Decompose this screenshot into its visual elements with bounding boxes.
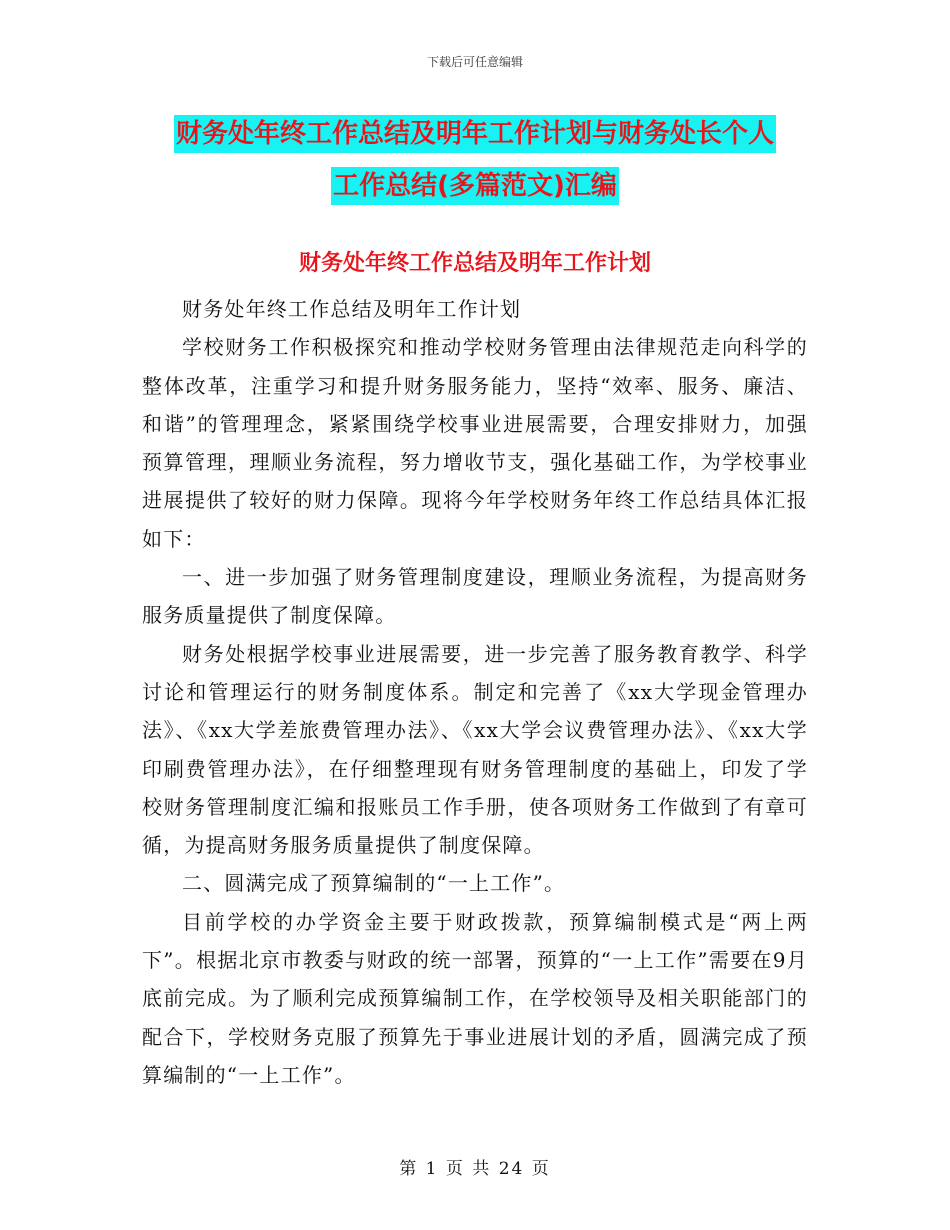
document-body <box>142 290 808 1094</box>
document-title <box>150 108 800 212</box>
paragraph-heading-2: 二、圆满完成了预算编制的“一上工作”。 <box>182 871 566 896</box>
paragraph-heading-1: 一、进一步加强了财务管理制度建设，理顺业务流程，为提高财务服务质量提供了制度保障。 <box>142 565 808 628</box>
paragraph-body-2: 目前学校的办学资金主要于财政拨款，预算编制模式是“两上两下”。根据北京市教委与财政的统一部署，预算的“一上工作”需要在9月底前完成。为了顺利完成预算编制工作，在学校领导及相关职能部门的配合下，学校财务克服了预算先于事业进展计划的矛盾，圆满完成了预算编制的“一上工作”。 <box>142 909 808 1087</box>
section-title: 财务处年终工作总结及明年工作计划 <box>298 251 651 276</box>
page-header-note: 下载后可任意编辑 <box>426 55 523 69</box>
page-number: 第 1 页 共 24 页 <box>399 1159 551 1179</box>
document-title-line-2: 工作总结(多篇范文)汇编 <box>331 167 619 205</box>
document-title-line-1: 财务处年终工作总结及明年工作计划与财务处长个人 <box>174 115 776 153</box>
paragraph-subtitle: 财务处年终工作总结及明年工作计划 <box>182 297 522 321</box>
paragraph-intro: 学校财务工作积极探究和推动学校财务管理由法律规范走向科学的整体改革，注重学习和提升财务服务能力，坚持“效率、服务、廉洁、和谐”的管理理念，紧紧围绕学校事业进展需要，合理安排财力，加强预算管理，理顺业务流程，努力增收节支，强化基础工作，为学校事业进展提供了较好的财力保障。现将今年学校财务年终工作总结具体汇报如下： <box>142 335 808 551</box>
paragraph-body-1: 财务处根据学校事业进展需要，进一步完善了服务教育教学、科学讨论和管理运行的财务制度体系。制定和完善了《xx大学现金管理办法》、《xx大学差旅费管理办法》、《xx大学会议费管理办法》、《xx大学印刷费管理办法》，在仔细整理现有财务管理制度的基础上，印发了学校财务管理制度汇编和报账员工作手册，使各项财务工作做到了有章可循，为提高财务服务质量提供了制度保障。 <box>142 641 808 858</box>
